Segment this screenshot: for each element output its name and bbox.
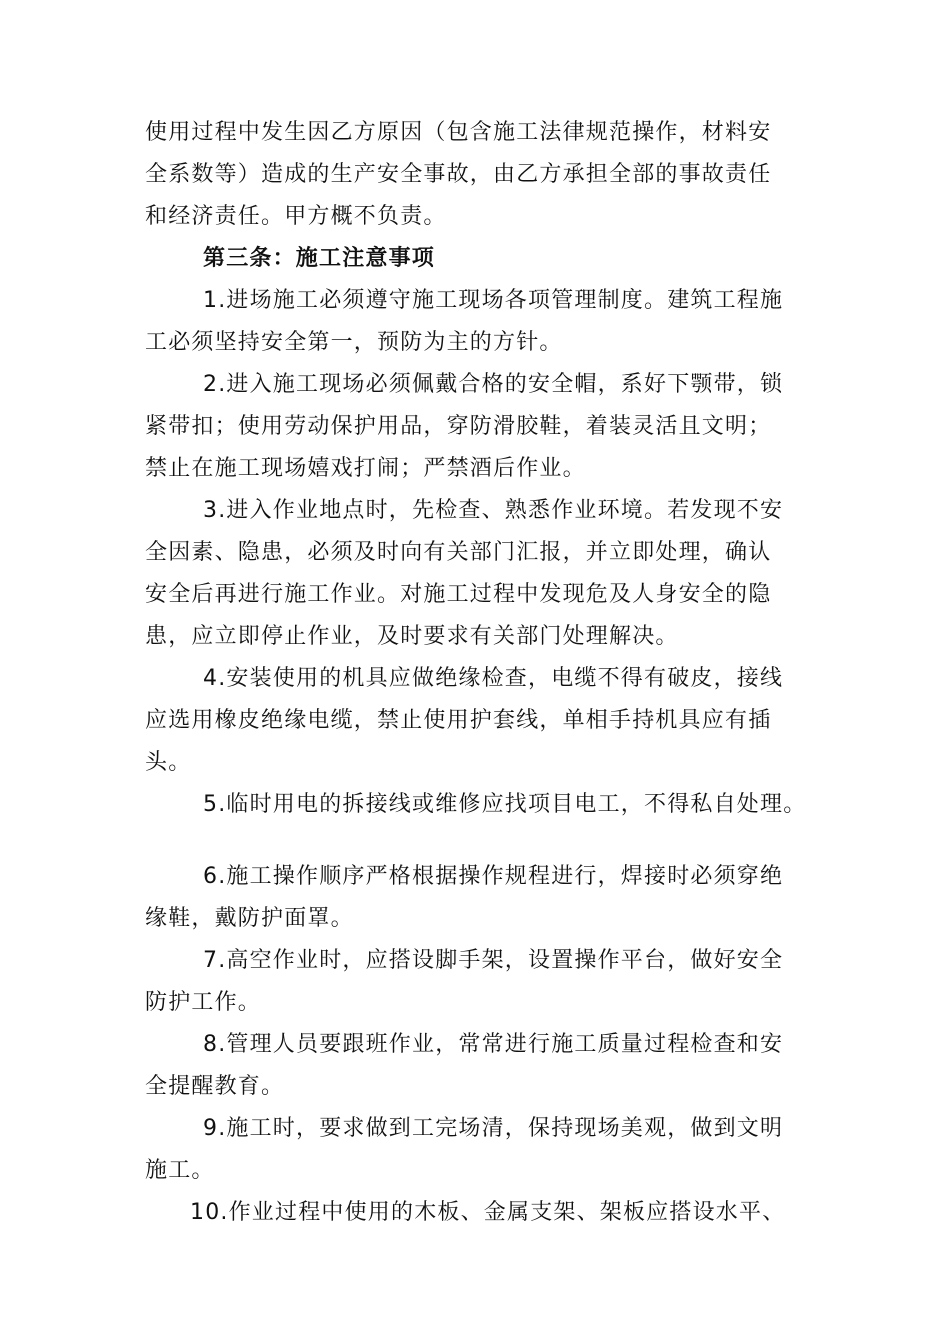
list-item-3-line: 全因素、隐患，必须及时向有关部门汇报，并立即处理，确认 <box>145 540 772 565</box>
list-item-6-line: 6.施工操作顺序严格根据操作规程进行，焊接时必须穿绝 <box>203 864 784 889</box>
list-item-9-line: 9.施工时，要求做到工完场清，保持现场美观，做到文明 <box>203 1116 784 1141</box>
list-item-1-line: 1.进场施工必须遵守施工现场各项管理制度。建筑工程施 <box>203 288 784 313</box>
list-item-3-line: 3.进入作业地点时，先检查、熟悉作业环境。若发现不安 <box>203 498 784 523</box>
body-text-line: 使用过程中发生因乙方原因（包含施工法律规范操作，材料安 <box>145 120 772 145</box>
list-item-3-line: 安全后再进行施工作业。对施工过程中发现危及人身安全的隐 <box>145 582 772 607</box>
list-item-2-line: 紧带扣；使用劳动保护用品，穿防滑胶鞋，着装灵活且文明； <box>145 414 772 439</box>
body-text-line: 全系数等）造成的生产安全事故，由乙方承担全部的事故责任 <box>145 162 772 187</box>
list-item-6-line: 缘鞋，戴防护面罩。 <box>145 906 354 931</box>
list-item-8-line: 8.管理人员要跟班作业，常常进行施工质量过程检查和安 <box>203 1032 784 1057</box>
list-item-10-line: 10.作业过程中使用的木板、金属支架、架板应搭设水平、 <box>190 1200 786 1225</box>
list-item-3-line: 患，应立即停止作业，及时要求有关部门处理解决。 <box>145 624 679 649</box>
list-item-1-line: 工必须坚持安全第一，预防为主的方针。 <box>145 330 563 355</box>
list-item-7-line: 防护工作。 <box>145 990 262 1015</box>
list-item-2-line: 2.进入施工现场必须佩戴合格的安全帽，系好下颚带，锁 <box>203 372 784 397</box>
body-text-line: 和经济责任。甲方概不负责。 <box>145 204 447 229</box>
section-heading: 第三条：施工注意事项 <box>203 246 436 271</box>
list-item-9-line: 施工。 <box>145 1158 215 1183</box>
list-item-4-line: 应选用橡皮绝缘电缆，禁止使用护套线，单相手持机具应有插 <box>145 708 772 733</box>
list-item-5-line: 5.临时用电的拆接线或维修应找项目电工，不得私自处理。 <box>203 792 807 817</box>
list-item-2-line: 禁止在施工现场嬉戏打闹；严禁酒后作业。 <box>145 456 586 481</box>
list-item-7-line: 7.高空作业时，应搭设脚手架，设置操作平台，做好安全 <box>203 948 784 973</box>
list-item-4-line: 4.安装使用的机具应做绝缘检查，电缆不得有破皮，接线 <box>203 666 784 691</box>
list-item-8-line: 全提醒教育。 <box>145 1074 285 1099</box>
list-item-4-line: 头。 <box>145 750 192 775</box>
